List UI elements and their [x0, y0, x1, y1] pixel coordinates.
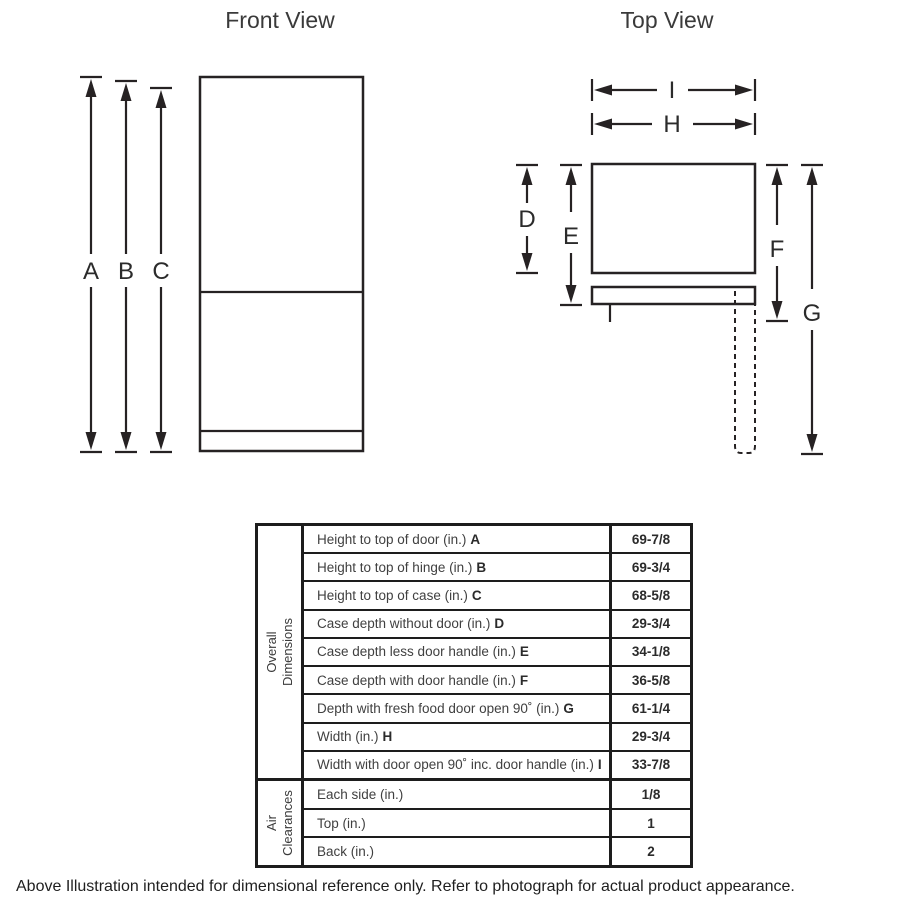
fridge-front-outline: [200, 77, 363, 451]
spec-description: Width with door open 90˚ inc. door handle (in.) I: [317, 757, 602, 773]
dim-label-a: A: [82, 258, 100, 285]
spec-description: Width (in.) H: [317, 729, 393, 745]
spec-description: Each side (in.): [317, 786, 404, 802]
front-view-diagram: [80, 7, 363, 452]
table-row: [304, 836, 690, 865]
spec-value: 69-7/8: [609, 526, 690, 552]
case-top-outline: [592, 164, 755, 273]
spec-description: Back (in.): [317, 844, 375, 860]
table-row: [304, 580, 690, 608]
dim-arrow-e: [560, 165, 582, 305]
spec-value: 34-1/8: [609, 639, 690, 665]
dim-label-d: D: [518, 206, 536, 233]
spec-description: Case depth with door handle (in.) F: [317, 672, 529, 688]
door-top-outline: [592, 287, 755, 304]
air-clearances-group: [258, 778, 690, 865]
front-view-title: Front View: [225, 7, 335, 33]
spec-value: 33-7/8: [609, 752, 690, 778]
spec-value: 29-3/4: [609, 611, 690, 637]
dim-arrow-i: [592, 77, 755, 104]
table-row: [304, 808, 690, 837]
top-view-title: Top View: [620, 7, 714, 33]
dim-label-i: I: [668, 77, 676, 104]
dim-arrow-g: [801, 165, 823, 454]
table-row: [304, 552, 690, 580]
group-label-line: Clearances: [279, 790, 295, 856]
dim-label-e: E: [562, 223, 580, 250]
spec-value: 29-3/4: [609, 724, 690, 750]
dim-arrow-h: [592, 111, 755, 138]
table-row: [304, 637, 690, 665]
table-row: [304, 750, 690, 778]
spec-value: 1/8: [609, 781, 690, 808]
spec-description: Depth with fresh food door open 90˚ (in.) G: [317, 700, 574, 716]
top-view-diagram: [516, 7, 823, 454]
table-row: [304, 722, 690, 750]
dim-label-c: C: [152, 258, 170, 285]
spec-value: 68-5/8: [609, 582, 690, 608]
table-row: [304, 693, 690, 721]
spec-value: 69-3/4: [609, 554, 690, 580]
spec-value: 61-1/4: [609, 695, 690, 721]
dim-label-f: F: [769, 236, 785, 263]
spec-description: Top (in.): [317, 815, 366, 831]
dim-arrow-a: [80, 77, 102, 452]
spec-value: 2: [609, 838, 690, 865]
overall-dimensions-group: [258, 526, 690, 778]
table-row: [304, 781, 690, 808]
group-label-line: Air: [263, 815, 279, 831]
dim-label-g: G: [802, 300, 822, 327]
dim-label-b: B: [117, 258, 135, 285]
table-row: [304, 665, 690, 693]
spec-description: Case depth without door (in.) D: [317, 616, 505, 632]
dim-arrow-d: [516, 165, 538, 273]
footnote-caption: Above Illustration intended for dimensional reference only. Refer to photograph for actual product appearance.: [16, 878, 795, 895]
door-open-dashed-outline: [735, 291, 755, 453]
dim-arrow-c: [150, 88, 172, 452]
dimensions-table: [255, 523, 693, 868]
group-label-air-clearances: [258, 781, 304, 865]
group-label-line: Dimensions: [279, 618, 295, 686]
table-row: [304, 526, 690, 552]
spec-description: Case depth less door handle (in.) E: [317, 644, 529, 660]
spec-description: Height to top of case (in.) C: [317, 588, 482, 604]
group-label-overall-dimensions: [258, 526, 304, 778]
spec-description: Height to top of hinge (in.) B: [317, 559, 487, 575]
spec-value: 36-5/8: [609, 667, 690, 693]
spec-description: Height to top of door (in.) A: [317, 531, 481, 547]
group-label-line: Overall: [263, 631, 279, 673]
dim-arrow-b: [115, 81, 137, 452]
spec-value: 1: [609, 810, 690, 837]
dim-arrow-f: [766, 165, 788, 321]
table-row: [304, 609, 690, 637]
dim-label-h: H: [663, 111, 681, 138]
